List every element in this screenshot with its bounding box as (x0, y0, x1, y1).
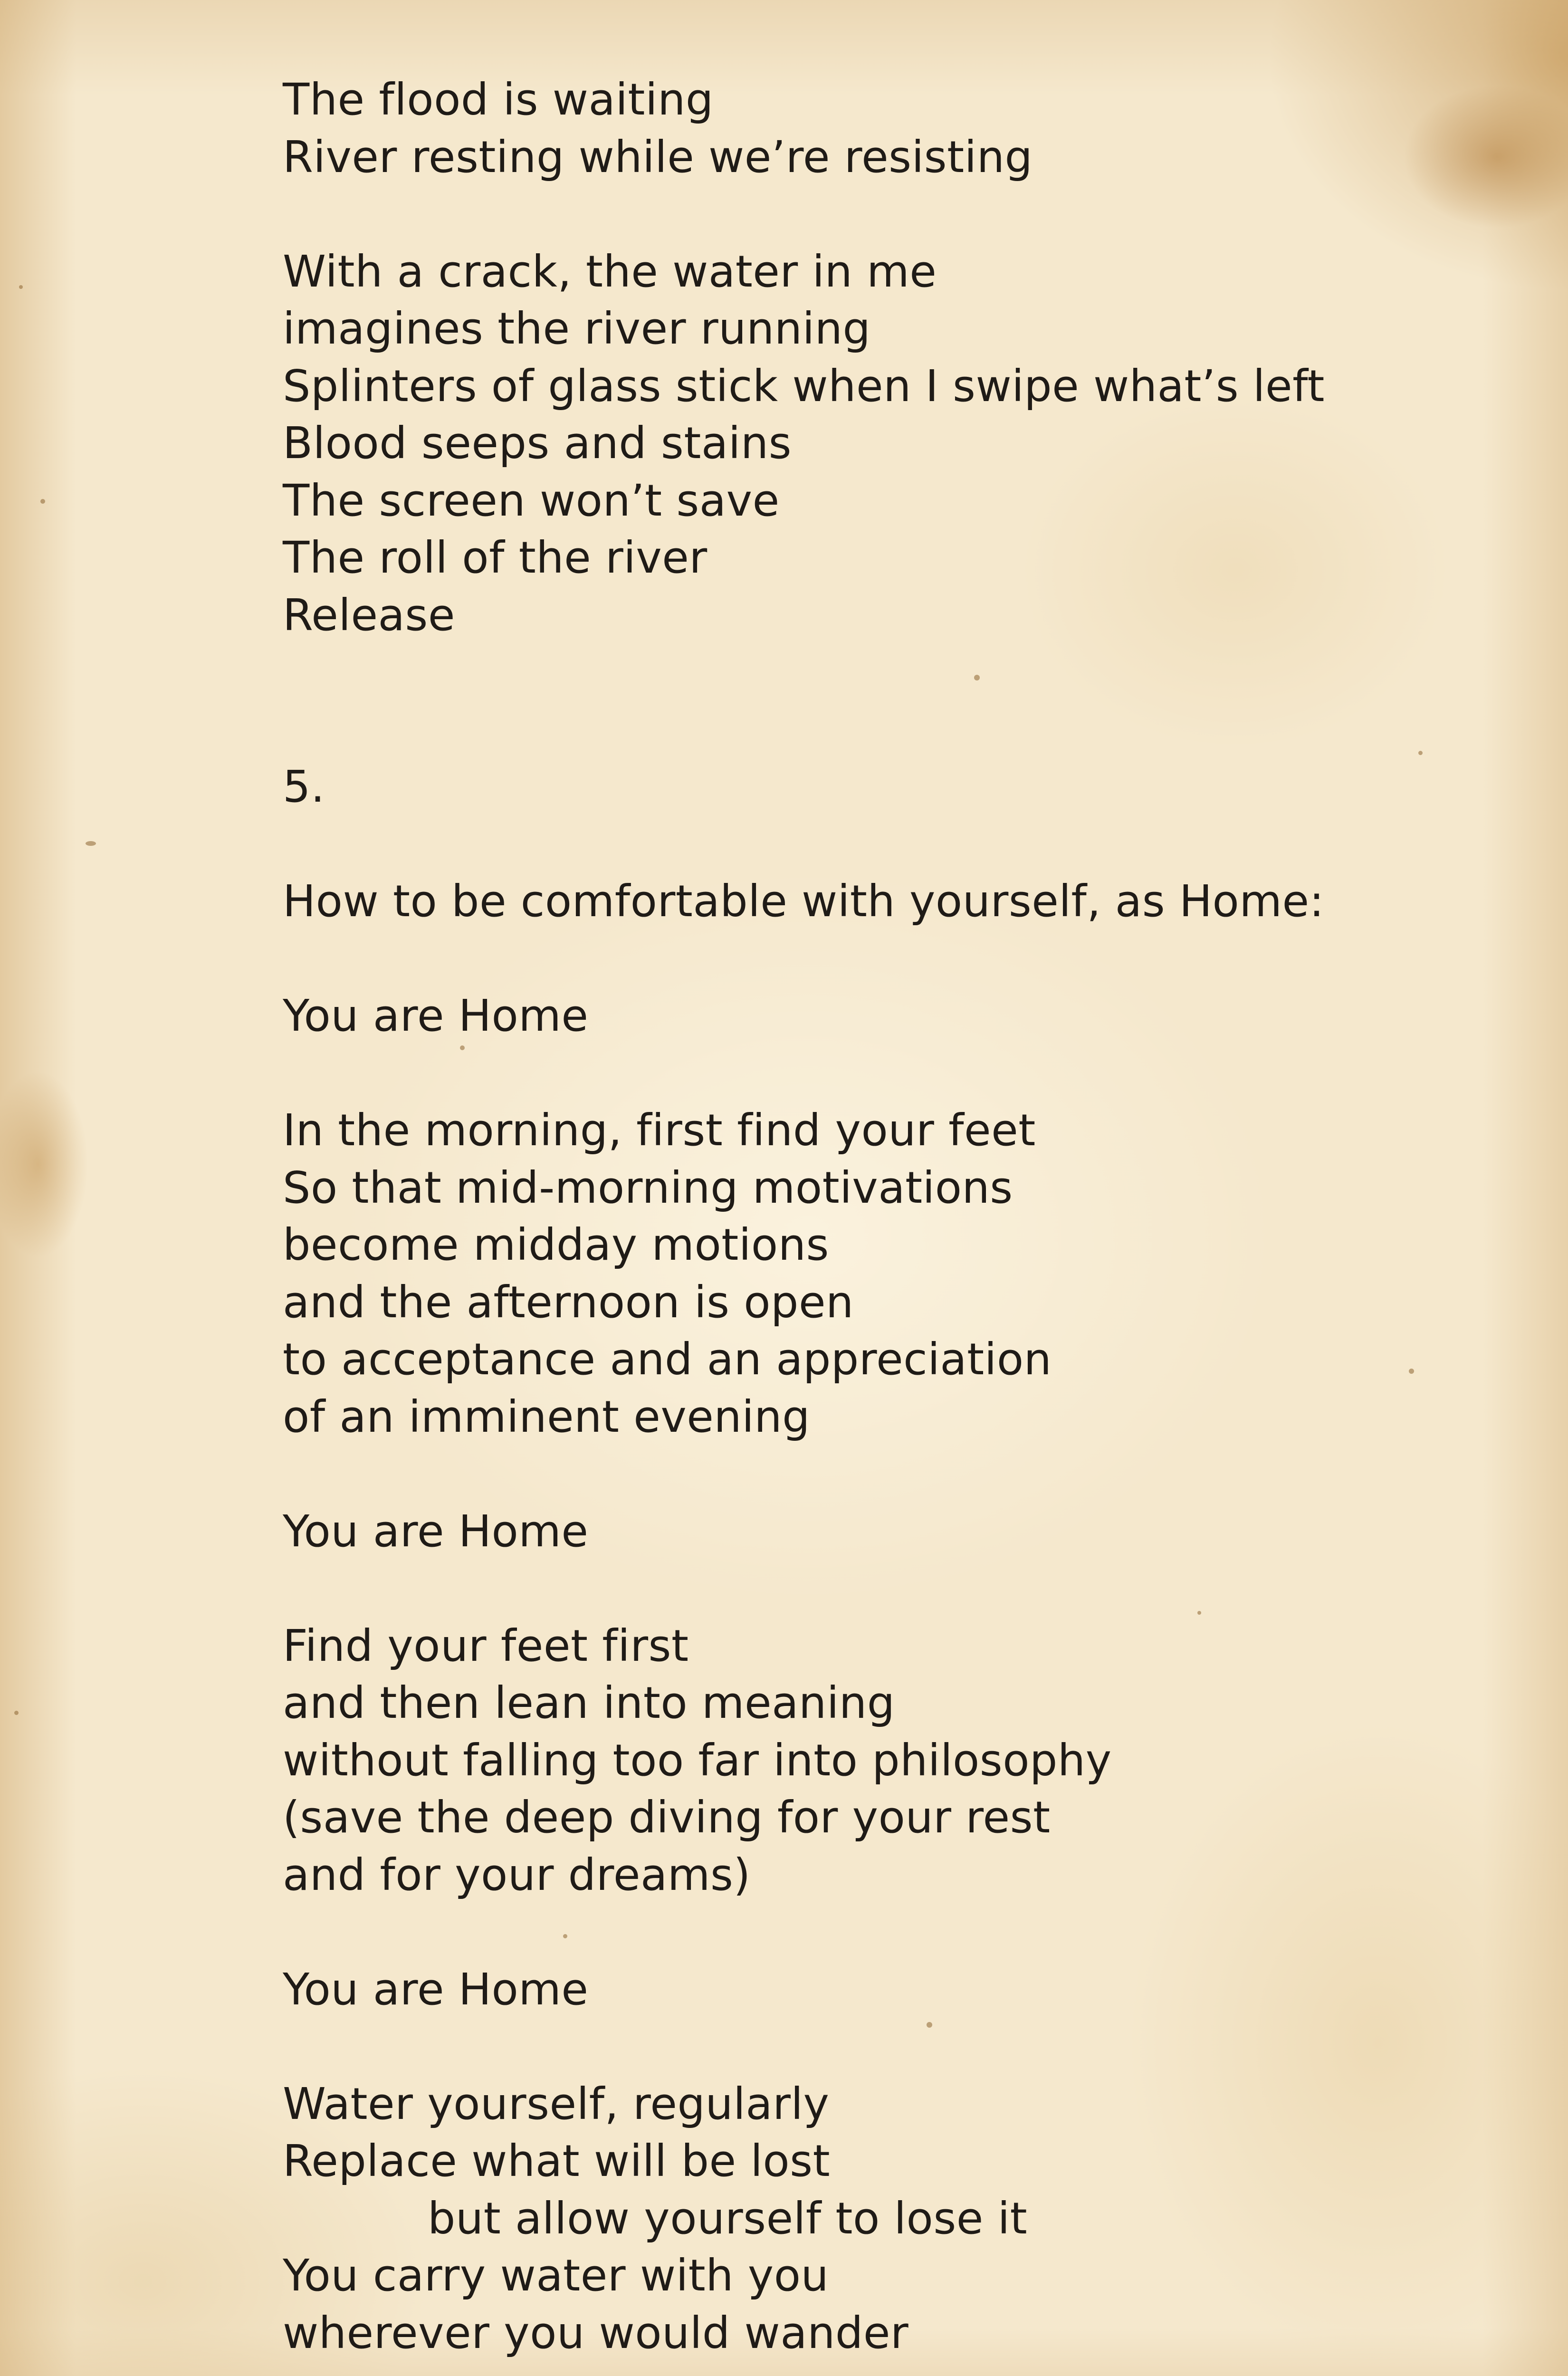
poem-line: to acceptance and an appreciation (283, 1334, 1052, 1385)
poem-line: With a crack, the water in me (283, 246, 937, 297)
paper-speck (14, 1711, 19, 1715)
section-title: How to be comfortable with yourself, as Home: (283, 876, 1325, 927)
stanza-gap (283, 186, 1471, 243)
stanza-gap (283, 1446, 1471, 1503)
poem-line: In the morning, first find your feet (283, 1105, 1036, 1156)
poem-line: (save the deep diving for your rest (283, 1792, 1051, 1843)
refrain-line: You are Home (283, 1505, 589, 1557)
refrain-line: You are Home (283, 1964, 589, 2015)
stanza-gap (283, 930, 1471, 988)
paper-speck (86, 841, 96, 846)
stanza-gap (283, 816, 1471, 873)
poem-line: You carry water with you (283, 2250, 829, 2301)
poem-line: Water yourself, regularly (283, 2078, 830, 2129)
poem-line: and then lean into meaning (283, 1677, 895, 1728)
poem-line: and for your dreams) (283, 1849, 751, 1900)
poem-line: So that mid-morning motivations (283, 1162, 1013, 1213)
stanza-gap (283, 1045, 1471, 1102)
poem-line: wherever you would wander (283, 2307, 909, 2358)
poem-line: Find your feet first (283, 1620, 689, 1671)
indented-poem-line: but allow yourself to lose it (428, 2193, 1028, 2244)
poem-line: of an imminent evening (283, 1391, 810, 1442)
poem-line: The flood is waiting (283, 74, 714, 125)
poem-line: imagines the river running (283, 303, 871, 354)
refrain-line: You are Home (283, 990, 589, 1041)
poem-line: and the afternoon is open (283, 1276, 854, 1328)
poem-line: Replace what will be lost (283, 2136, 831, 2186)
poem-line: The roll of the river (283, 532, 708, 583)
poem-line: Blood seeps and stains (283, 418, 792, 469)
paper-speck (40, 499, 45, 504)
section-number: 5. (283, 761, 325, 812)
poem-line: become midday motions (283, 1219, 829, 1270)
poem-line: The screen won’t save (283, 475, 780, 526)
poem-line: River resting while we’re resisting (283, 131, 1033, 182)
stanza-gap (283, 1560, 1471, 1618)
section-gap (283, 644, 1471, 758)
poem-text (283, 71, 1471, 2362)
poem-line: without falling too far into philosophy (283, 1734, 1112, 1786)
paper-speck (19, 285, 23, 289)
stanza-gap (283, 2018, 1471, 2076)
poem-line: Release (283, 589, 455, 641)
poem-line: Splinters of glass stick when I swipe what’s left (283, 360, 1325, 412)
stanza-gap (283, 1904, 1471, 1961)
